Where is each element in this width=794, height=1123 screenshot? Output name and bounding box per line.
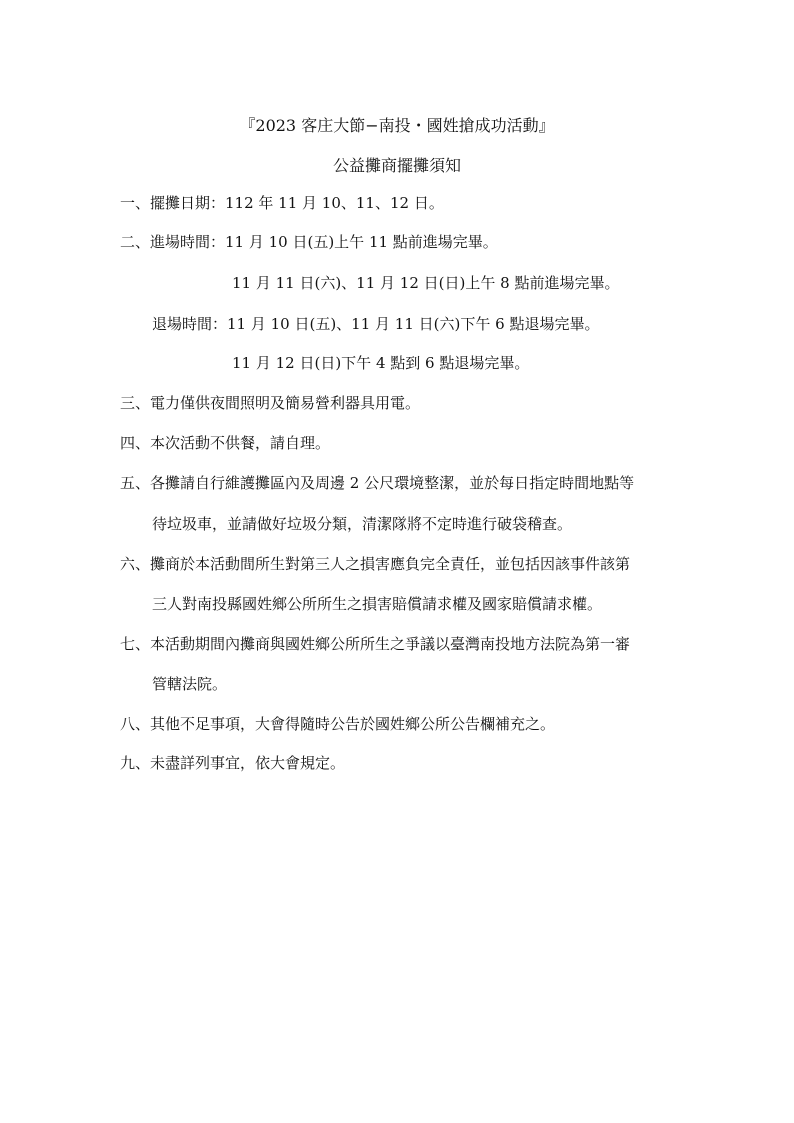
item-liability-cont: 三人對南投縣國姓鄉公所所生之損害賠償請求權及國家賠償請求權。 <box>152 595 603 613</box>
item-jurisdiction: 七、本活動期間內攤商與國姓鄉公所所生之爭議以臺灣南投地方法院為第一審 <box>120 635 631 653</box>
item-cleanliness-cont: 待垃圾車，並請做好垃圾分類，清潔隊將不定時進行破袋稽查。 <box>152 515 573 533</box>
item-stall-dates: 一、擺攤日期：112 年 11 月 10、11、12 日。 <box>120 194 444 212</box>
item-liability: 六、攤商於本活動間所生對第三人之損害應負完全責任，並包括因該事件該第 <box>120 555 631 573</box>
document-title: 『2023 客庄大節−南投・國姓搶成功活動』 <box>239 116 555 135</box>
item-cleanliness: 五、各攤請自行維護攤區內及周邊 2 公尺環境整潔，並於每日指定時間地點等 <box>120 474 635 492</box>
item-entry-time: 二、進場時間：11 月 10 日(五)上午 11 點前進場完畢。 <box>120 233 498 251</box>
item-other-matters: 八、其他不足事項，大會得隨時公告於國姓鄉公所公告欄補充之。 <box>120 715 556 733</box>
item-jurisdiction-cont: 管轄法院。 <box>152 675 228 693</box>
item-unlisted-matters: 九、未盡詳列事宜，依大會規定。 <box>120 754 346 772</box>
item-exit-time-cont: 11 月 12 日(日)下午 4 點到 6 點退場完畢。 <box>232 354 530 372</box>
item-meals: 四、本次活動不供餐，請自理。 <box>120 434 331 452</box>
item-exit-time: 退場時間：11 月 10 日(五)、11 月 11 日(六)下午 6 點退場完畢。 <box>152 315 600 333</box>
item-entry-time-cont: 11 月 11 日(六)、11 月 12 日(日)上午 8 點前進場完畢。 <box>232 274 620 292</box>
item-electricity: 三、電力僅供夜間照明及簡易營利器具用電。 <box>120 394 421 412</box>
document-subtitle: 公益攤商擺攤須知 <box>332 156 461 175</box>
